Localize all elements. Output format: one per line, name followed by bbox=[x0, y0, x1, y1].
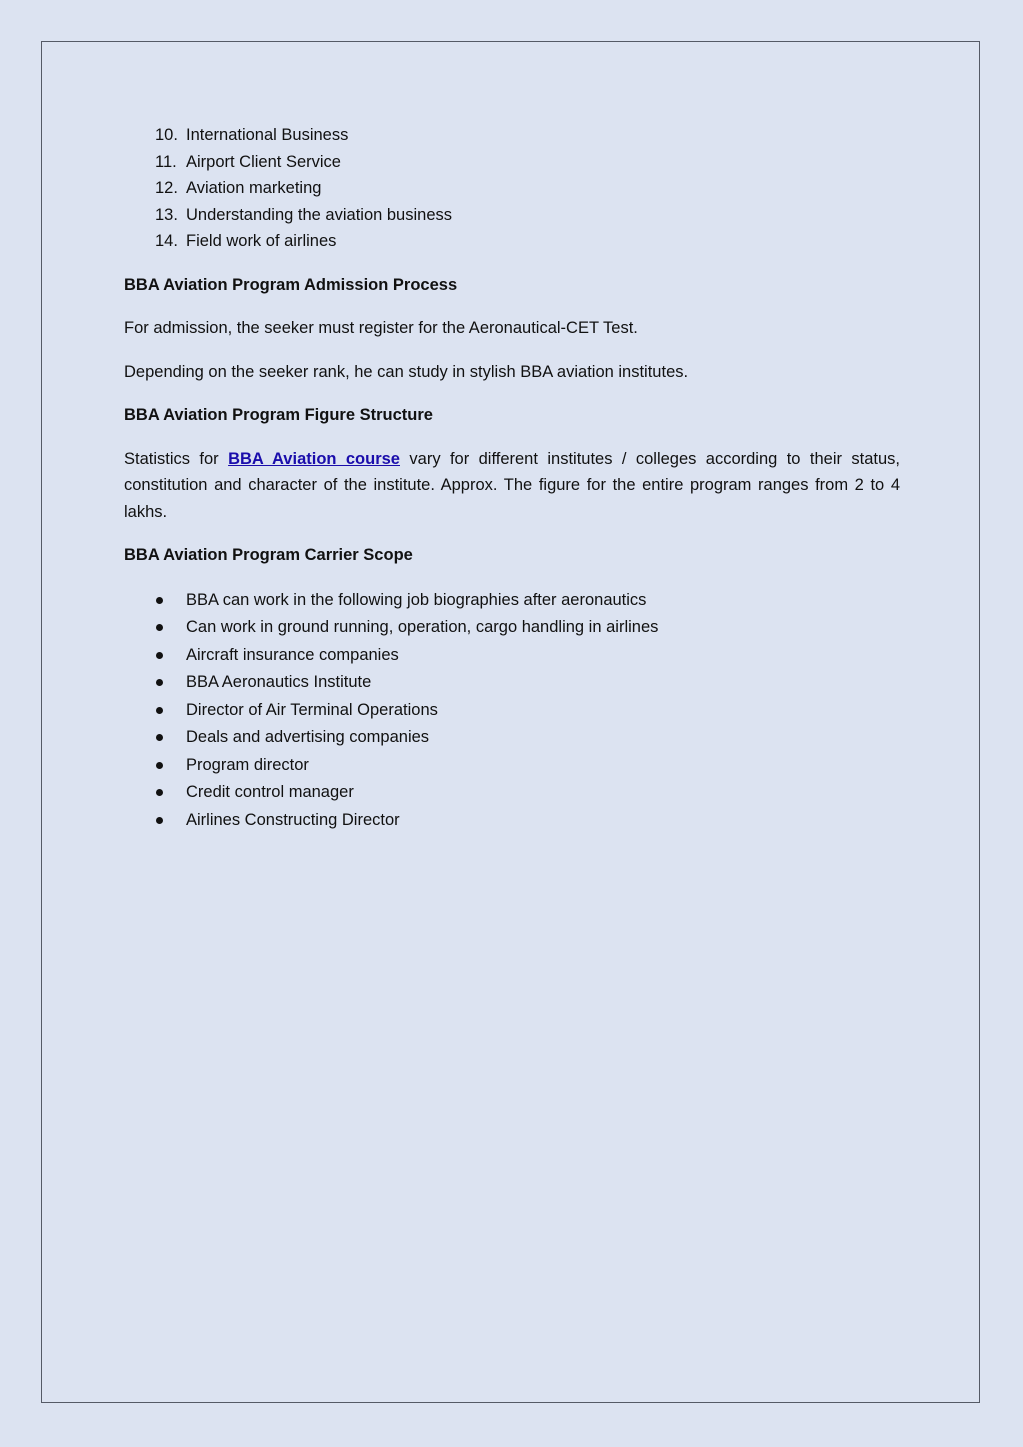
list-number: 12. bbox=[155, 179, 178, 197]
list-item-text: Program director bbox=[186, 755, 309, 774]
list-item bbox=[124, 752, 900, 780]
list-item bbox=[124, 669, 900, 697]
list-number: 11. bbox=[155, 152, 177, 171]
list-item bbox=[124, 202, 900, 229]
bullet-icon bbox=[156, 734, 163, 741]
list-item-text: BBA Aeronautics Institute bbox=[186, 673, 372, 691]
list-number: 14. bbox=[155, 232, 178, 250]
list-item-text: Director of Air Terminal Operations bbox=[186, 700, 438, 719]
bullet-icon bbox=[156, 597, 163, 604]
bullet-icon bbox=[156, 624, 163, 631]
list-item bbox=[124, 697, 900, 725]
list-item-text: Airport Client Service bbox=[186, 152, 341, 171]
list-number: 13. bbox=[155, 205, 178, 224]
fee-heading: BBA Aviation Program Figure Structure bbox=[124, 406, 433, 424]
bullet-icon bbox=[156, 789, 163, 796]
bullet-icon bbox=[156, 679, 163, 686]
list-number: 10. bbox=[155, 126, 178, 144]
list-item-text: Deals and advertising companies bbox=[186, 728, 430, 746]
list-item bbox=[124, 724, 900, 752]
list-item bbox=[124, 614, 900, 642]
list-item-text: BBA can work in the following job biographies after aeronautics bbox=[186, 590, 647, 609]
numbered-list bbox=[124, 122, 900, 255]
list-item-text: Airlines Constructing Director bbox=[186, 810, 400, 829]
list-item bbox=[124, 149, 900, 176]
list-item-text: International Business bbox=[186, 126, 349, 144]
fee-paragraph bbox=[124, 446, 900, 526]
bullet-icon bbox=[156, 762, 163, 769]
admission-heading: BBA Aviation Program Admission Process bbox=[124, 275, 458, 294]
list-item bbox=[124, 228, 900, 255]
list-item bbox=[124, 642, 900, 670]
document-content bbox=[124, 122, 900, 834]
bba-aviation-course-link[interactable]: BBA Aviation course bbox=[228, 449, 400, 468]
list-item-text: Aviation marketing bbox=[186, 179, 322, 197]
admission-paragraph-2: Depending on the seeker rank, he can study in stylish BBA aviation institutes. bbox=[124, 362, 689, 381]
admission-paragraph-1: For admission, the seeker must register for the Aeronautical-CET Test. bbox=[124, 319, 638, 337]
bullet-icon bbox=[156, 707, 163, 714]
list-item bbox=[124, 587, 900, 615]
list-item bbox=[124, 779, 900, 807]
scope-bullet-list bbox=[124, 587, 900, 835]
bullet-icon bbox=[156, 652, 163, 659]
list-item bbox=[124, 122, 900, 149]
list-item-text: Aircraft insurance companies bbox=[186, 645, 399, 664]
list-item bbox=[124, 807, 900, 835]
bullet-icon bbox=[156, 817, 163, 824]
list-item-text: Field work of airlines bbox=[186, 232, 337, 250]
fee-text-before: Statistics for bbox=[124, 449, 229, 468]
list-item-text: Credit control manager bbox=[186, 783, 354, 801]
list-item-text: Can work in ground running, operation, cargo handling in airlines bbox=[186, 618, 659, 636]
scope-heading: BBA Aviation Program Carrier Scope bbox=[124, 546, 413, 564]
list-item bbox=[124, 175, 900, 202]
fee-text-after: vary for different institutes / colleges according to their status, constitution and character of the institute. Approx. The figure for the entire program ranges from 2 to 4 lakhs. bbox=[124, 449, 900, 521]
list-item-text: Understanding the aviation business bbox=[186, 205, 453, 224]
